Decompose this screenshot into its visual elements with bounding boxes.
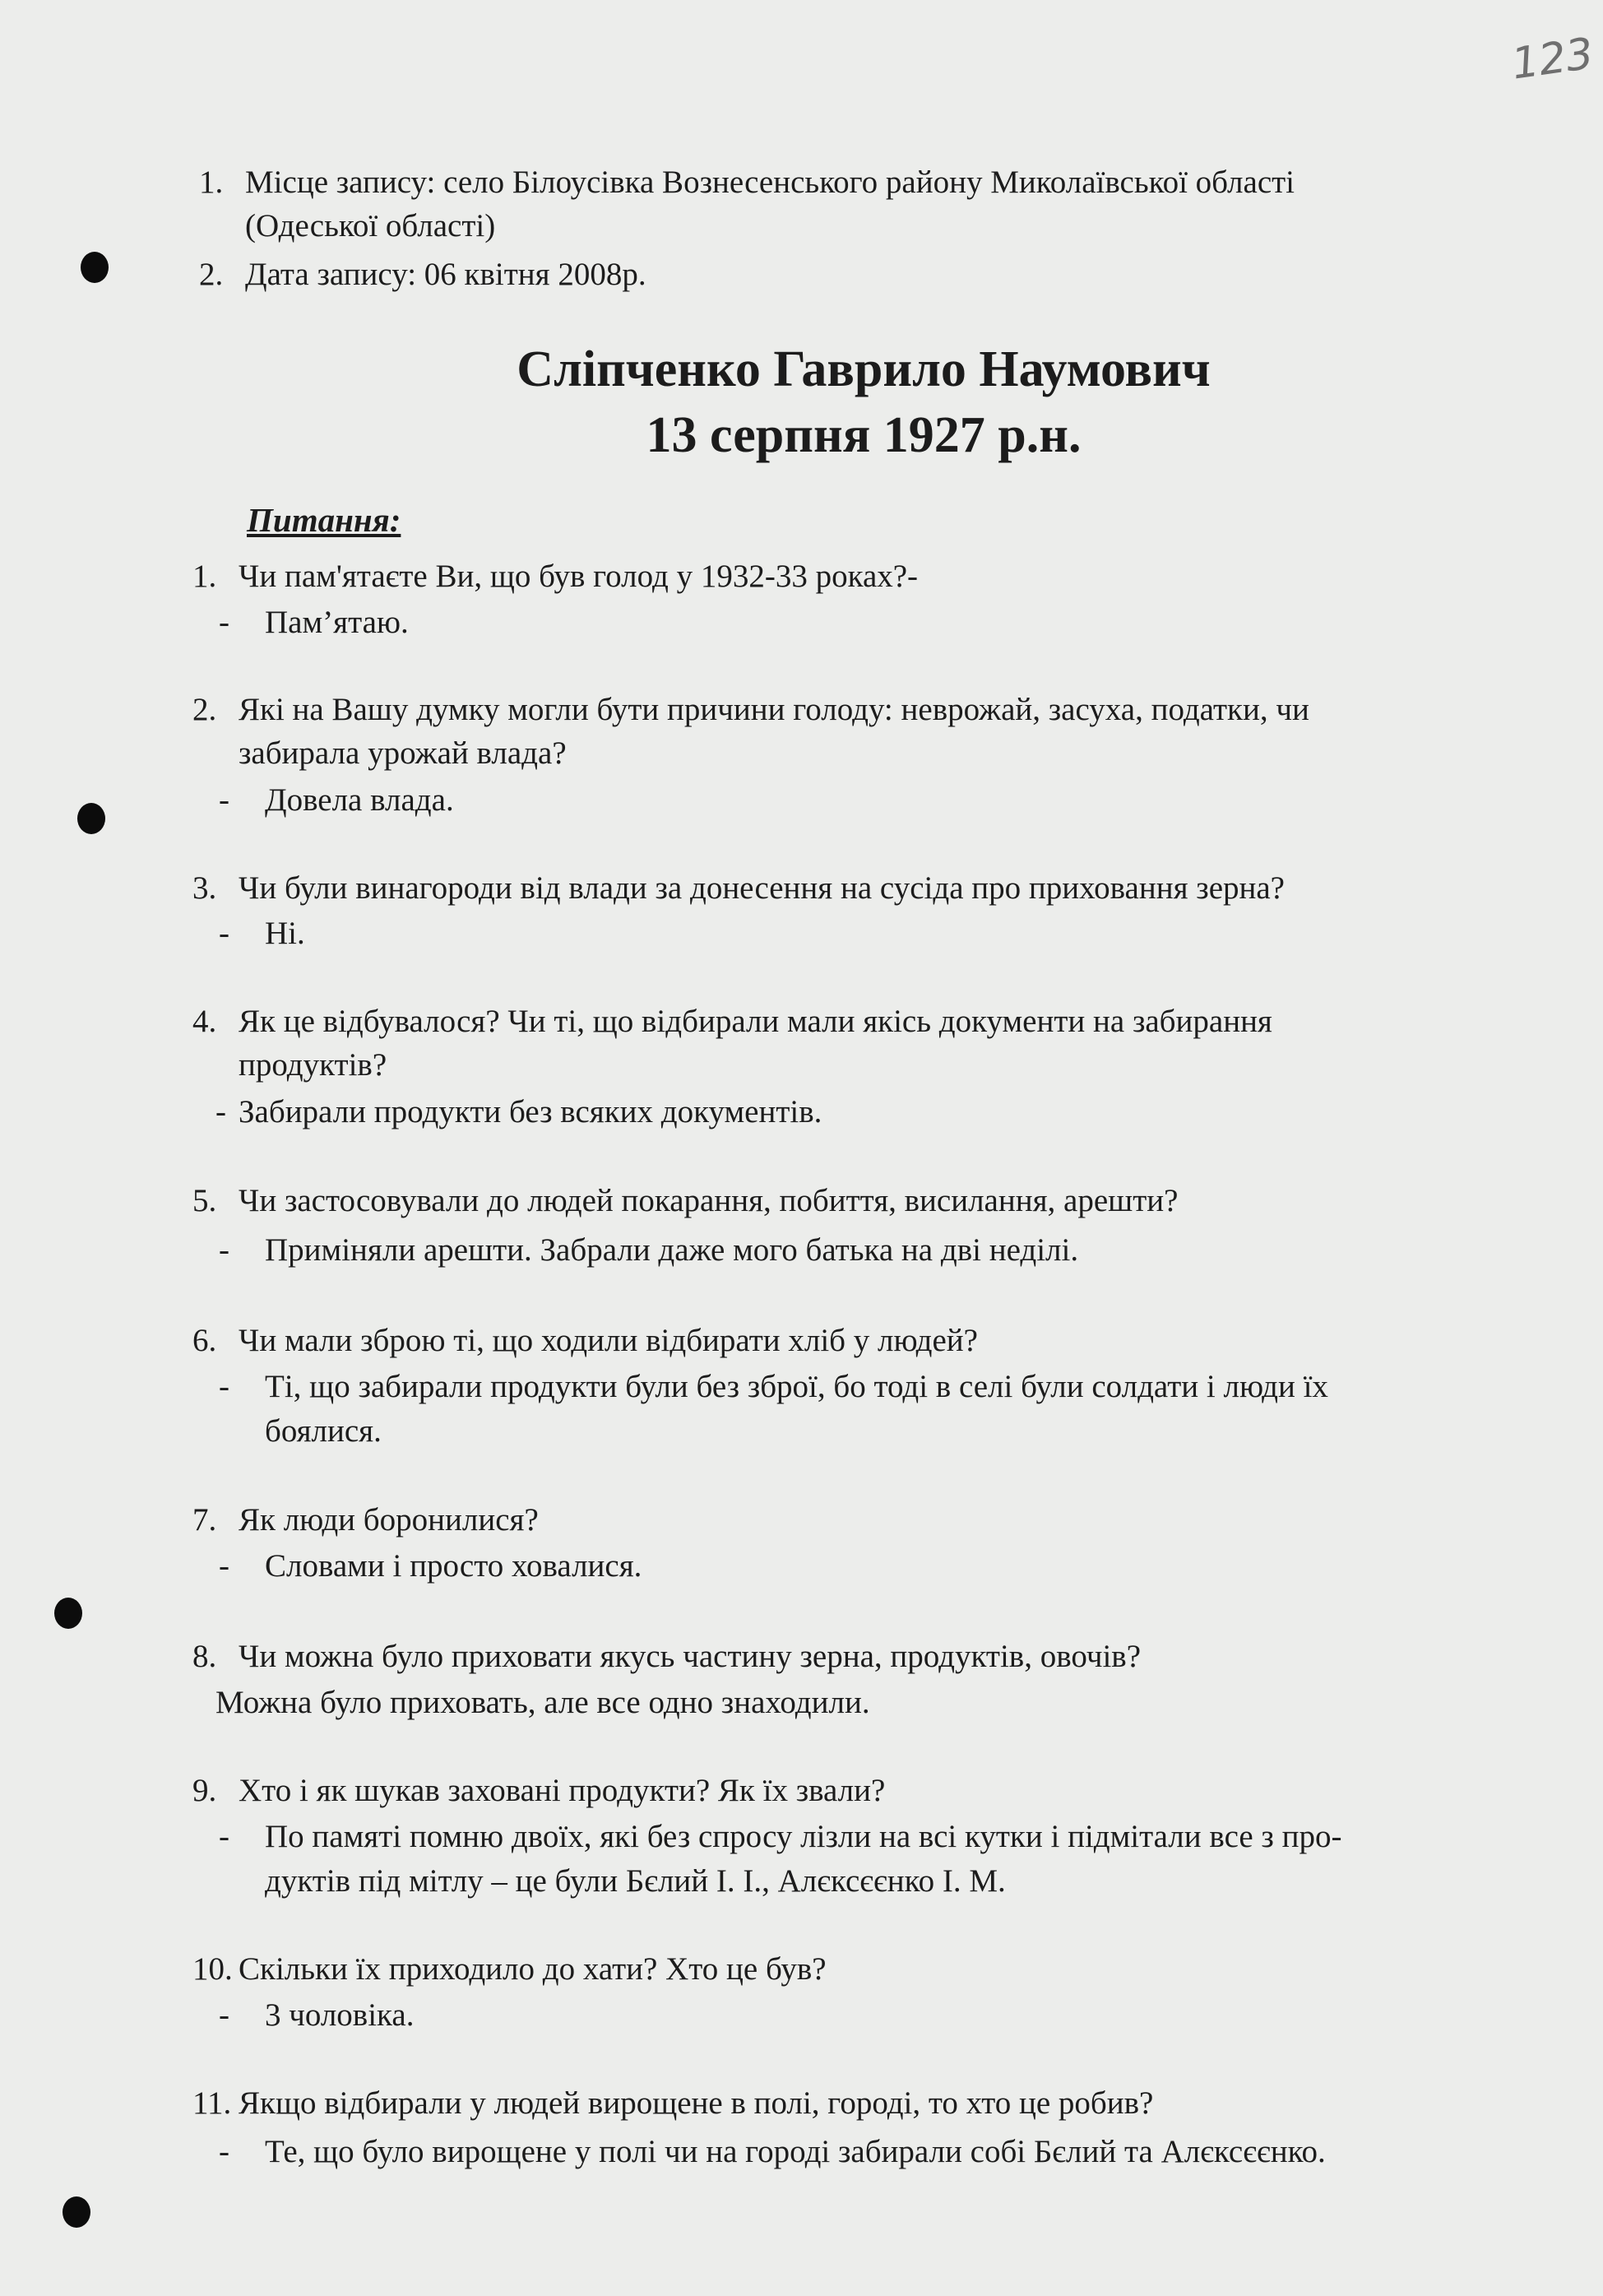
question-text: Чи були винагороди від влади за донесення на сусіда про приховання зерна?	[239, 870, 1285, 906]
answer-text: Те, що було вирощене у полі чи на городі забирали собі Бєлий та Алєксєєнко.	[265, 2134, 1326, 2169]
answer-text: дуктів під мітлу – це були Бєлий І. І., Алєксєєнко І. М.	[265, 1863, 1006, 1899]
question-number: 6.	[192, 1323, 217, 1358]
answer-text: Приміняли арешти. Забрали даже мого батька на дві неділі.	[265, 1232, 1079, 1268]
answer-dash: -	[219, 916, 229, 951]
question-text: Як це відбувалося? Чи ті, що відбирали мали якісь документи на забирання	[239, 1004, 1272, 1039]
header-item-number: 1.	[199, 165, 224, 200]
answer-text: Пам’ятаю.	[265, 605, 409, 640]
answer-text: Ні.	[265, 916, 305, 951]
answer-dash: -	[219, 1548, 229, 1584]
person-birth: 13 серпня 1927 р.н.	[646, 407, 1082, 463]
question-number: 10.	[192, 1951, 233, 1987]
question-text: Якщо відбирали у людей вирощене в полі, городі, то хто це робив?	[239, 2085, 1154, 2121]
punch-hole	[81, 252, 109, 283]
question-number: 2.	[192, 692, 217, 727]
person-name: Сліпченко Гаврило Наумович	[517, 341, 1211, 397]
answer-dash: -	[219, 1369, 229, 1404]
answer-dash: -	[219, 1819, 229, 1854]
record-place: Місце запису: село Білоусівка Вознесенського району Миколаївської області	[245, 165, 1295, 200]
question-number: 11.	[192, 2085, 232, 2121]
punch-hole	[63, 2196, 90, 2228]
record-date: Дата запису: 06 квітня 2008р.	[245, 257, 646, 292]
question-text: продуктів?	[239, 1047, 387, 1083]
question-text: Як люди боронилися?	[239, 1502, 539, 1538]
answer-text: Довела влада.	[265, 782, 454, 818]
question-number: 8.	[192, 1639, 217, 1674]
question-number: 3.	[192, 870, 217, 906]
answer-text: Забирали продукти без всяких документів.	[239, 1094, 822, 1129]
page-number: 123	[1508, 29, 1596, 90]
question-text: Хто і як шукав заховані продукти? Як їх звали?	[239, 1773, 886, 1808]
answer-dash: -	[219, 1232, 229, 1268]
punch-hole	[54, 1598, 82, 1629]
question-text: Чи застосовували до людей покарання, побиття, висилання, арешти?	[239, 1183, 1179, 1218]
question-text: Чи мали зброю ті, що ходили відбирати хліб у людей?	[239, 1323, 978, 1358]
answer-dash: -	[219, 605, 229, 640]
question-text: забирала урожай влада?	[239, 735, 567, 771]
question-text: Чи пам'ятаєте Ви, що був голод у 1932-33 роках?-	[239, 559, 919, 594]
punch-hole	[77, 803, 105, 834]
answer-text: По памяті помню двоїх, які без спросу лізли на всі кутки і підмітали все з про-	[265, 1819, 1342, 1854]
question-number: 7.	[192, 1502, 217, 1538]
question-text: Які на Вашу думку могли бути причини голоду: неврожай, засуха, податки, чи	[239, 692, 1309, 727]
answer-text: 3 чоловіка.	[265, 1997, 415, 2033]
answer-dash: -	[219, 1997, 229, 2033]
question-number: 5.	[192, 1183, 217, 1218]
answer-text: боялися.	[265, 1413, 382, 1449]
record-place-continued: (Одеської області)	[245, 208, 496, 244]
header-item-number: 2.	[199, 257, 224, 292]
questions-heading: Питання:	[247, 501, 401, 539]
answer-dash: -	[219, 2134, 229, 2169]
answer-dash: -	[219, 782, 229, 818]
question-number: 1.	[192, 559, 217, 594]
question-number: 4.	[192, 1004, 217, 1039]
answer-text: Словами і просто ховалися.	[265, 1548, 642, 1584]
answer-dash: -	[215, 1094, 226, 1129]
question-text: Чи можна було приховати якусь частину зерна, продуктів, овочів?	[239, 1639, 1142, 1674]
answer-text: Можна було приховать, але все одно знаходили.	[215, 1685, 870, 1720]
answer-text: Ті, що забирали продукти були без зброї, бо тоді в селі були солдати і люди їх	[265, 1369, 1328, 1404]
question-number: 9.	[192, 1773, 217, 1808]
question-text: Скільки їх приходило до хати? Хто це був?	[239, 1951, 827, 1987]
